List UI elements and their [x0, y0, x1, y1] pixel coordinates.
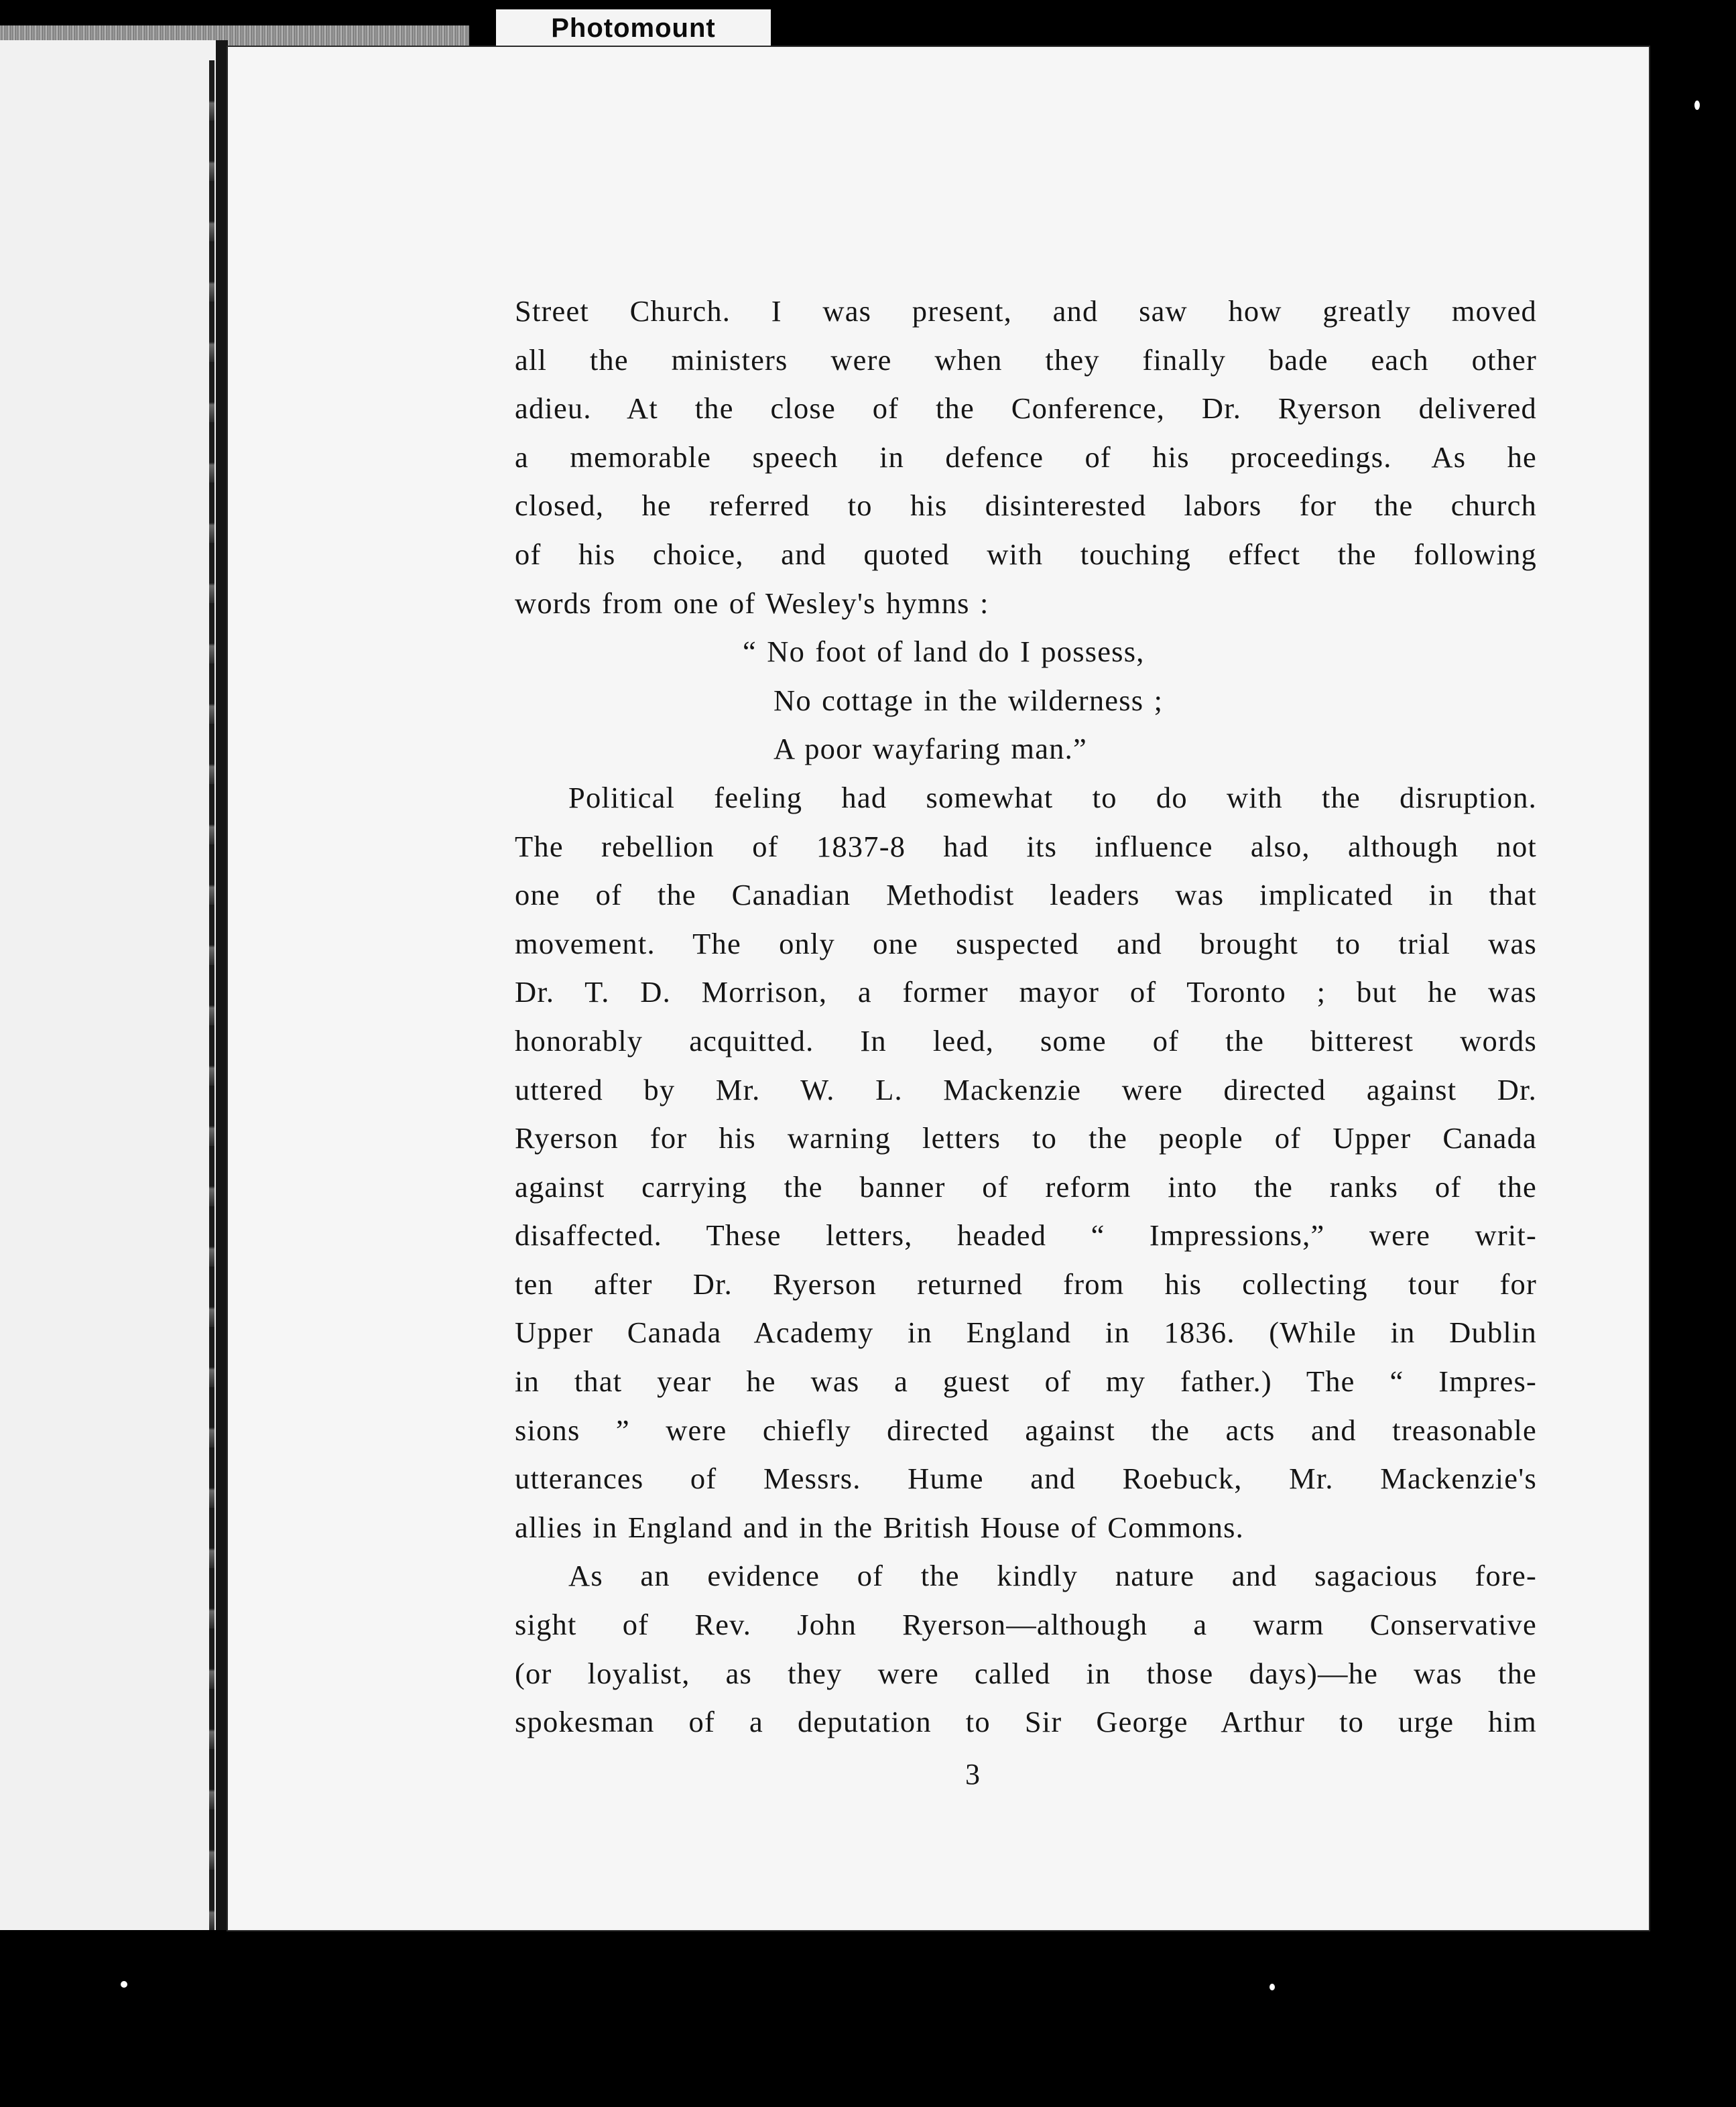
text-line: adieu. At the close of the Conference, Dr. Ryerson delivered [515, 391, 1537, 426]
text-line: (or loyalist, as they were called in those days)—he was the [515, 1656, 1537, 1690]
text-line: honorably acquitted. In leed, some of the bitterest words [515, 1023, 1537, 1058]
scan-speck [1269, 1984, 1275, 1990]
text-line: sions ” were chiefly directed against the acts and treasonable [515, 1413, 1537, 1447]
text-line: A poor wayfaring man.” [773, 732, 1087, 766]
scan-speck [121, 1981, 127, 1988]
text-line: Political feeling had somewhat to do with the disruption. [568, 780, 1537, 814]
text-line: No cottage in the wilderness ; [773, 683, 1164, 717]
text-line: allies in England and in the British House of Commons. [515, 1510, 1245, 1544]
page-gutter [216, 40, 228, 1930]
page-number: 3 [965, 1758, 980, 1791]
text-line: utterances of Messrs. Hume and Roebuck, Mr. Mackenzie's [515, 1462, 1537, 1496]
text-line: Ryerson for his warning letters to the people of Upper Canada [515, 1121, 1537, 1155]
text-line: words from one of Wesley's hymns : [515, 586, 989, 620]
photomount-label: Photomount [496, 9, 771, 47]
text-line: Street Church. I was present, and saw how greatly moved [515, 294, 1537, 328]
text-line: one of the Canadian Methodist leaders was implicated in that [515, 878, 1537, 912]
body-text-block [515, 287, 1537, 1746]
text-line: against carrying the banner of reform into the ranks of the [515, 1169, 1537, 1204]
text-line: As an evidence of the kindly nature and sagacious fore- [568, 1559, 1537, 1593]
left-page-edge [0, 40, 216, 1930]
text-line: “ No foot of land do I possess, [743, 635, 1145, 669]
text-line: sight of Rev. John Ryerson—although a warm Conservative [515, 1608, 1537, 1642]
text-line: all the ministers were when they finally bade each other [515, 342, 1537, 377]
text-line: Upper Canada Academy in England in 1836. (While in Dublin [515, 1316, 1537, 1350]
scan-speck [1694, 101, 1700, 110]
text-line: movement. The only one suspected and brought to trial was [515, 926, 1537, 960]
text-line: ten after Dr. Ryerson returned from his collecting tour for [515, 1267, 1537, 1301]
text-line: disaffected. These letters, headed “ Impressions,” were writ- [515, 1218, 1537, 1253]
text-line: of his choice, and quoted with touching effect the following [515, 537, 1537, 571]
text-line: in that year he was a guest of my father.) The “ Impres- [515, 1364, 1537, 1399]
text-line: closed, he referred to his disinterested labors for the church [515, 489, 1537, 523]
binding-stitch-line [209, 60, 214, 1930]
text-line: Dr. T. D. Morrison, a former mayor of Toronto ; but he was [515, 975, 1537, 1009]
text-line: The rebellion of 1837-8 had its influence also, although not [515, 829, 1537, 863]
document-page [228, 47, 1649, 1930]
text-line: uttered by Mr. W. L. Mackenzie were directed against Dr. [515, 1072, 1537, 1106]
text-line: spokesman of a deputation to Sir George Arthur to urge him [515, 1705, 1537, 1739]
text-line: a memorable speech in defence of his proceedings. As he [515, 440, 1537, 474]
